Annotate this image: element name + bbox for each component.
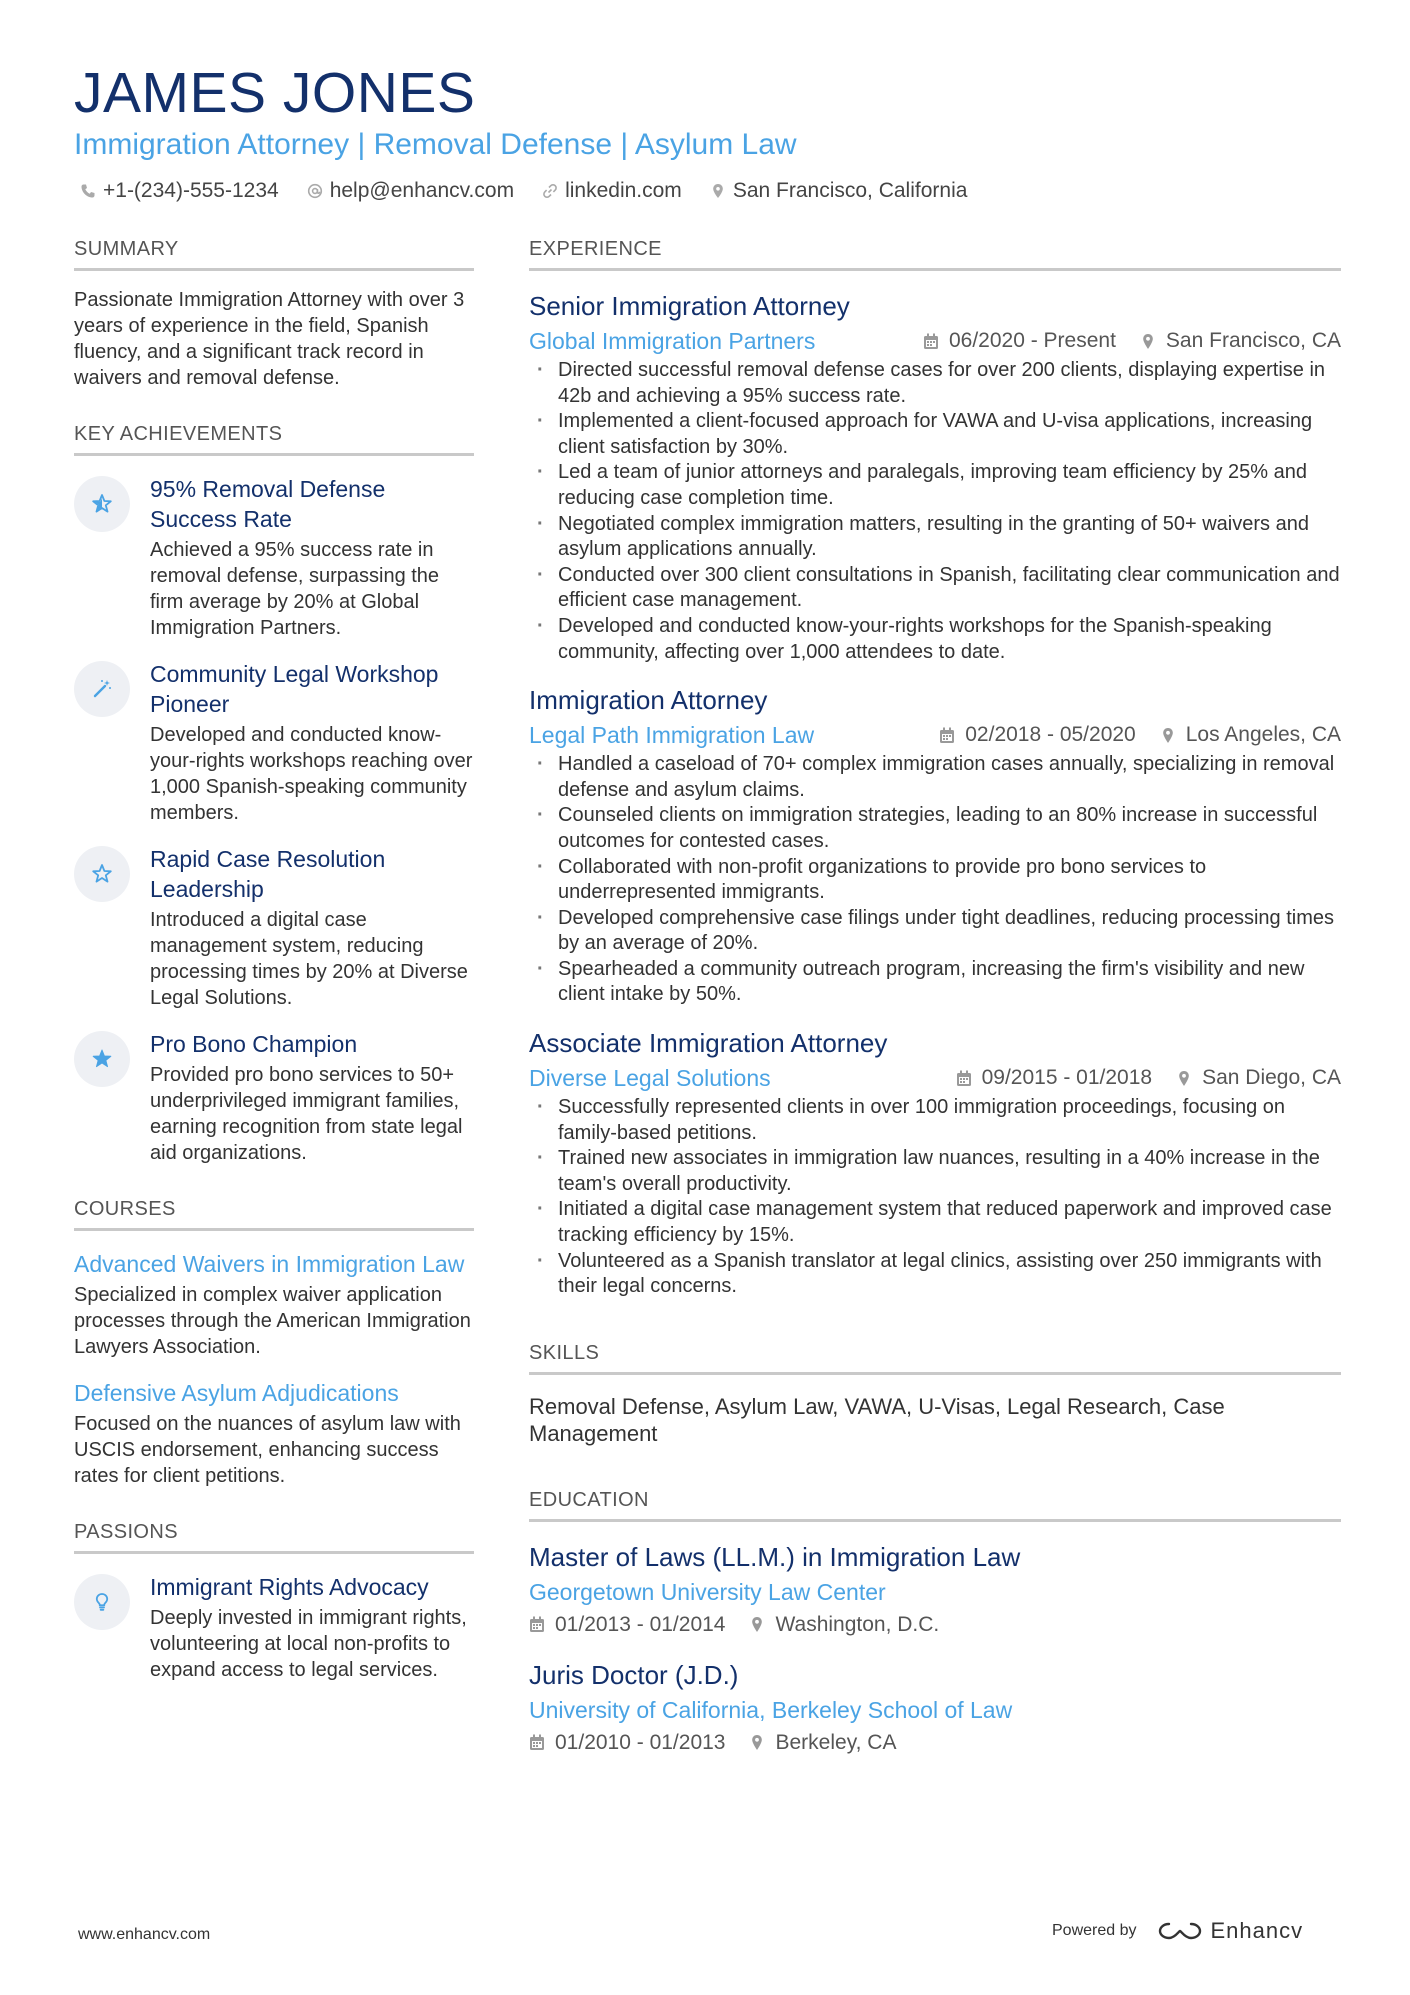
job-dates: 09/2015 - 01/2018 bbox=[981, 1066, 1153, 1090]
job-bullet: · Developed comprehensive case filings under tight deadlines, reducing processing times by an average of 20%. bbox=[529, 906, 1341, 957]
courses-section bbox=[74, 1196, 474, 1489]
job-bullet: · Developed and conducted know-your-rights workshops for the Spanish-speaking community, affecting over 1,000 attendees to date. bbox=[529, 614, 1341, 665]
degree-title: Juris Doctor (J.D.) bbox=[529, 1659, 739, 1690]
education-entry bbox=[529, 1658, 1341, 1758]
magic-wand-icon bbox=[74, 661, 130, 717]
calendar-icon bbox=[939, 727, 955, 744]
course-title: Advanced Waivers in Immigration Law bbox=[74, 1251, 465, 1277]
job-bullet: · Directed successful removal defense cases for over 200 clients, displaying expertise in 42b and achieving a 95% success rate. bbox=[529, 358, 1341, 409]
job-entry bbox=[529, 683, 1341, 1008]
courses-heading: COURSES bbox=[74, 1196, 474, 1231]
job-bullet: · Volunteered as a Spanish translator at legal clinics, assisting over 250 immigrants with their legal concerns. bbox=[529, 1249, 1341, 1300]
education-location: Berkeley, CA bbox=[775, 1730, 897, 1754]
brand-name: Enhancv bbox=[1210, 1918, 1304, 1943]
education-dates: 01/2013 - 01/2014 bbox=[555, 1612, 726, 1636]
course-desc: Focused on the nuances of asylum law with USCIS endorsement, enhancing success rates for client petitions. bbox=[74, 1413, 461, 1487]
contact-linkedin[interactable] bbox=[542, 176, 682, 206]
job-dates: 06/2020 - Present bbox=[948, 329, 1116, 352]
job-dates: 02/2018 - 05/2020 bbox=[965, 723, 1136, 747]
footer-branding[interactable] bbox=[1052, 1918, 1303, 1944]
job-bullets bbox=[529, 358, 1341, 665]
job-location: San Francisco, CA bbox=[1165, 329, 1341, 352]
course-title: Defensive Asylum Adjudications bbox=[74, 1380, 399, 1406]
contact-email[interactable] bbox=[307, 176, 514, 206]
achievement-title: Pro Bono Champion bbox=[150, 1031, 358, 1057]
location-pin-icon bbox=[749, 1734, 765, 1751]
location-pin-icon bbox=[1176, 1070, 1192, 1087]
achievement-title: Community Legal Workshop Pioneer bbox=[150, 661, 439, 717]
powered-by-label: Powered by bbox=[1052, 1922, 1137, 1939]
company-name: Global Immigration Partners bbox=[529, 328, 816, 354]
achievement-item bbox=[74, 1029, 474, 1166]
job-location: Los Angeles, CA bbox=[1185, 723, 1341, 747]
lightbulb-icon bbox=[74, 1574, 130, 1630]
star-icon bbox=[74, 476, 130, 532]
company-name: Legal Path Immigration Law bbox=[529, 722, 815, 749]
infinity-logo-icon bbox=[1157, 1919, 1203, 1943]
calendar-icon bbox=[529, 1734, 545, 1751]
job-location: San Diego, CA bbox=[1202, 1066, 1341, 1090]
job-bullets bbox=[529, 1095, 1341, 1300]
contact-phone-text: +1-(234)-555-1234 bbox=[103, 179, 279, 202]
contact-linkedin-text: linkedin.com bbox=[565, 179, 682, 202]
education-entry bbox=[529, 1540, 1341, 1640]
job-entry bbox=[529, 1026, 1341, 1300]
contact-bar bbox=[80, 176, 967, 206]
location-pin-icon bbox=[1160, 727, 1176, 744]
calendar-icon bbox=[529, 1616, 545, 1633]
experience-section bbox=[529, 236, 1341, 1300]
link-icon bbox=[542, 183, 558, 199]
education-dates: 01/2010 - 01/2013 bbox=[555, 1730, 726, 1754]
achievement-item bbox=[74, 659, 474, 826]
achievement-item bbox=[74, 844, 474, 1011]
job-title: Associate Immigration Attorney bbox=[529, 1028, 888, 1059]
contact-email-text: help@enhancv.com bbox=[329, 179, 515, 202]
passion-desc: Deeply invested in immigrant rights, volunteering at local non-profits to expand access to legal services. bbox=[150, 1607, 467, 1681]
contact-location bbox=[710, 176, 968, 206]
school-name: University of California, Berkeley School of Law bbox=[529, 1696, 1013, 1723]
job-bullet: · Implemented a client-focused approach for VAWA and U-visa applications, increasing client satisfaction by 30%. bbox=[529, 409, 1341, 460]
job-bullet: · Collaborated with non-profit organizations to provide pro bono services to underrepresented immigrants. bbox=[529, 855, 1341, 906]
job-title: Immigration Attorney bbox=[529, 685, 768, 716]
achievement-desc: Provided pro bono services to 50+ underprivileged immigrant families, earning recognition from state legal aid organizations. bbox=[150, 1064, 463, 1164]
job-entry bbox=[529, 289, 1341, 665]
summary-heading: SUMMARY bbox=[74, 236, 474, 271]
achievement-item bbox=[74, 474, 474, 641]
degree-title: Master of Laws (LL.M.) in Immigration Law bbox=[529, 1541, 1021, 1572]
calendar-icon bbox=[923, 333, 939, 350]
job-bullet: · Trained new associates in immigration law nuances, resulting in a 40% increase in the team's overall productivity. bbox=[529, 1146, 1341, 1197]
job-bullet: · Conducted over 300 client consultations in Spanish, facilitating clear communication and efficient case management. bbox=[529, 563, 1341, 614]
calendar-icon bbox=[956, 1070, 972, 1087]
star-filled-icon bbox=[74, 1031, 130, 1087]
job-bullet: · Counseled clients on immigration strategies, leading to an 80% increase in successful outcomes for contested cases. bbox=[529, 803, 1341, 854]
school-name: Georgetown University Law Center bbox=[529, 1578, 886, 1605]
contact-phone[interactable] bbox=[80, 176, 279, 206]
summary-section bbox=[74, 236, 474, 391]
passion-item bbox=[74, 1572, 474, 1683]
skills-heading: SKILLS bbox=[529, 1340, 1341, 1375]
footer-website[interactable]: www.enhancv.com bbox=[78, 1926, 211, 1943]
course-desc: Specialized in complex waiver application processes through the American Immigration Lawyers Association. bbox=[74, 1284, 471, 1358]
job-bullet: · Initiated a digital case management system that reduced paperwork and improved case tracking efficiency by 15%. bbox=[529, 1197, 1341, 1248]
job-title: Senior Immigration Attorney bbox=[529, 291, 850, 321]
achievement-desc: Achieved a 95% success rate in removal defense, surpassing the firm average by 20% at Global Immigration Partners. bbox=[150, 539, 440, 639]
job-bullet: · Negotiated complex immigration matters, resulting in the granting of 50+ waivers and asylum applications annually. bbox=[529, 512, 1341, 563]
company-name: Diverse Legal Solutions bbox=[529, 1065, 771, 1092]
candidate-headline: Immigration Attorney | Removal Defense | Asylum Law bbox=[74, 128, 797, 161]
location-pin-icon bbox=[749, 1616, 765, 1633]
job-bullet: · Led a team of junior attorneys and paralegals, improving team efficiency by 25% and reducing case completion time. bbox=[529, 460, 1341, 511]
contact-location-text: San Francisco, California bbox=[732, 179, 968, 202]
experience-heading: EXPERIENCE bbox=[529, 236, 1341, 271]
left-column bbox=[74, 236, 474, 1713]
summary-text: Passionate Immigration Attorney with over 3 years of experience in the field, Spanish fluency, and a significant track record in waivers and removal defense. bbox=[74, 289, 465, 389]
achievement-title: Rapid Case Resolution Leadership bbox=[150, 846, 386, 902]
education-location: Washington, D.C. bbox=[775, 1612, 940, 1636]
star-outline-icon bbox=[74, 846, 130, 902]
achievement-desc: Introduced a digital case management system, reducing processing times by 20% at Diverse Legal Solutions. bbox=[150, 909, 468, 1009]
achievement-title: 95% Removal Defense Success Rate bbox=[150, 476, 386, 532]
education-heading: EDUCATION bbox=[529, 1487, 1341, 1522]
job-bullets bbox=[529, 752, 1341, 1008]
candidate-name: JAMES JONES bbox=[74, 61, 476, 125]
location-pin-icon bbox=[1140, 333, 1156, 350]
passion-title: Immigrant Rights Advocacy bbox=[150, 1574, 429, 1600]
skills-section bbox=[529, 1340, 1341, 1447]
job-bullet: · Successfully represented clients in over 100 immigration proceedings, focusing on family-based petitions. bbox=[529, 1095, 1341, 1146]
at-icon bbox=[307, 183, 323, 199]
phone-icon bbox=[80, 183, 96, 199]
passions-heading: PASSIONS bbox=[74, 1519, 474, 1554]
achievements-section bbox=[74, 421, 474, 1166]
job-bullet: · Handled a caseload of 70+ complex immigration cases annually, specializing in removal defense and asylum claims. bbox=[529, 752, 1341, 803]
achievement-desc: Developed and conducted know-your-rights workshops reaching over 1,000 Spanish-speaking community members. bbox=[150, 724, 473, 824]
education-section bbox=[529, 1487, 1341, 1758]
job-bullet: · Spearheaded a community outreach program, increasing the firm's visibility and new client intake by 50%. bbox=[529, 957, 1341, 1008]
course-item bbox=[74, 1249, 474, 1360]
skills-text: Removal Defense, Asylum Law, VAWA, U-Visas, Legal Research, Case Management bbox=[529, 1393, 1225, 1446]
course-item bbox=[74, 1378, 474, 1489]
brand-logo bbox=[1157, 1918, 1304, 1944]
achievements-heading: KEY ACHIEVEMENTS bbox=[74, 421, 474, 456]
right-column bbox=[529, 236, 1341, 1788]
location-pin-icon bbox=[710, 183, 726, 199]
passions-section bbox=[74, 1519, 474, 1683]
